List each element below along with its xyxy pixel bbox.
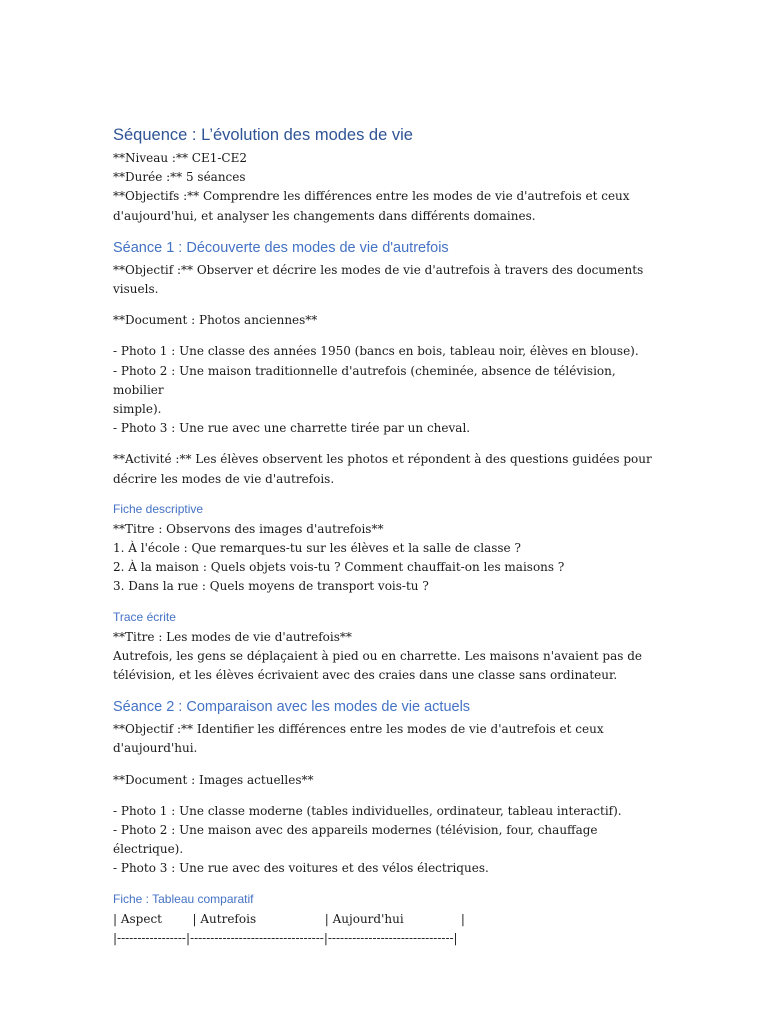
seance-1-photo-3: - Photo 3 : Une rue avec une charrette tirée par un cheval.	[113, 421, 471, 436]
fiche-descriptive-titre: **Titre : Observons des images d'autrefois**	[113, 521, 384, 536]
seance-1-heading: Séance 1 : Découverte des modes de vie d'autrefois	[113, 239, 449, 256]
trace-ecrite-titre: **Titre : Les modes de vie d'autrefois**	[113, 629, 352, 644]
seance-2-photo-2: - Photo 2 : Une maison avec des appareils modernes (télévision, four, chauffage électrique).	[113, 823, 602, 857]
seance-1-activite-2: décrire les modes de vie d'autrefois.	[113, 471, 335, 486]
seance-2-objectif-1: **Objectif :** Identifier les différences entre les modes de vie d'autrefois et ceux	[113, 722, 604, 737]
seance-1-photo-2-a: - Photo 2 : Une maison traditionnelle d'autrefois (cheminée, absence de télévision, mobilier	[113, 363, 620, 397]
seance-2-document: **Document : Images actuelles**	[113, 772, 314, 787]
seance-1-objectif-1: **Objectif :** Observer et décrire les modes de vie d'autrefois à travers des documents	[113, 262, 644, 277]
objectifs-line-1: **Objectifs :** Comprendre les différences entre les modes de vie d'autrefois et ceux	[113, 189, 630, 204]
seance-1-objectif-2: visuels.	[113, 282, 159, 297]
seance-1-activite-1: **Activité :** Les élèves observent les photos et répondent à des questions guidées pour	[113, 452, 652, 467]
fiche-question-3: 3. Dans la rue : Quels moyens de transport vois-tu ?	[113, 579, 429, 594]
trace-ecrite-line-1: Autrefois, les gens se déplaçaient à pied ou en charrette. Les maisons n'avaient pas de	[113, 648, 643, 663]
fiche-question-2: 2. À la maison : Quels objets vois-tu ? Comment chauffait-on les maisons ?	[113, 560, 565, 575]
seance-2-photo-1: - Photo 1 : Une classe moderne (tables individuelles, ordinateur, tableau interactif).	[113, 803, 622, 818]
duree-line: **Durée :** 5 séances	[113, 170, 246, 185]
niveau-line: **Niveau :** CE1-CE2	[113, 151, 247, 165]
seance-1-document: **Document : Photos anciennes**	[113, 313, 318, 328]
document-page	[113, 124, 658, 948]
objectifs-line-2: d'aujourd'hui, et analyser les changements dans différents domaines.	[113, 208, 536, 223]
seance-1-photo-2-b: simple).	[113, 402, 162, 417]
seance-2-objectif-2: d'aujourd'hui.	[113, 741, 198, 756]
trace-ecrite-line-2: télévision, et les élèves écrivaient avec des craies dans une classe sans ordinateur.	[113, 668, 618, 683]
seance-2-photo-3: - Photo 3 : Une rue avec des voitures et des vélos électriques.	[113, 861, 489, 876]
fiche-descriptive-heading: Fiche descriptive	[113, 501, 204, 516]
fiche-question-1: 1. À l'école : Que remarques-tu sur les élèves et la salle de classe ?	[113, 541, 521, 556]
page-title: Séquence : L’évolution des modes de vie	[113, 126, 413, 144]
tableau-comparatif-heading: Fiche : Tableau comparatif	[113, 891, 254, 906]
trace-ecrite-heading: Trace écrite	[113, 609, 176, 624]
seance-2-heading: Séance 2 : Comparaison avec les modes de vie actuels	[113, 699, 471, 716]
seance-1-photo-1: - Photo 1 : Une classe des années 1950 (bancs en bois, tableau noir, élèves en blouse).	[113, 344, 639, 359]
table-header-row: | Aspect | Autrefois | Aujourd'hui |	[113, 911, 465, 926]
table-separator-row: |-----------------|---------------------------------|-------------------------------|	[113, 930, 458, 945]
